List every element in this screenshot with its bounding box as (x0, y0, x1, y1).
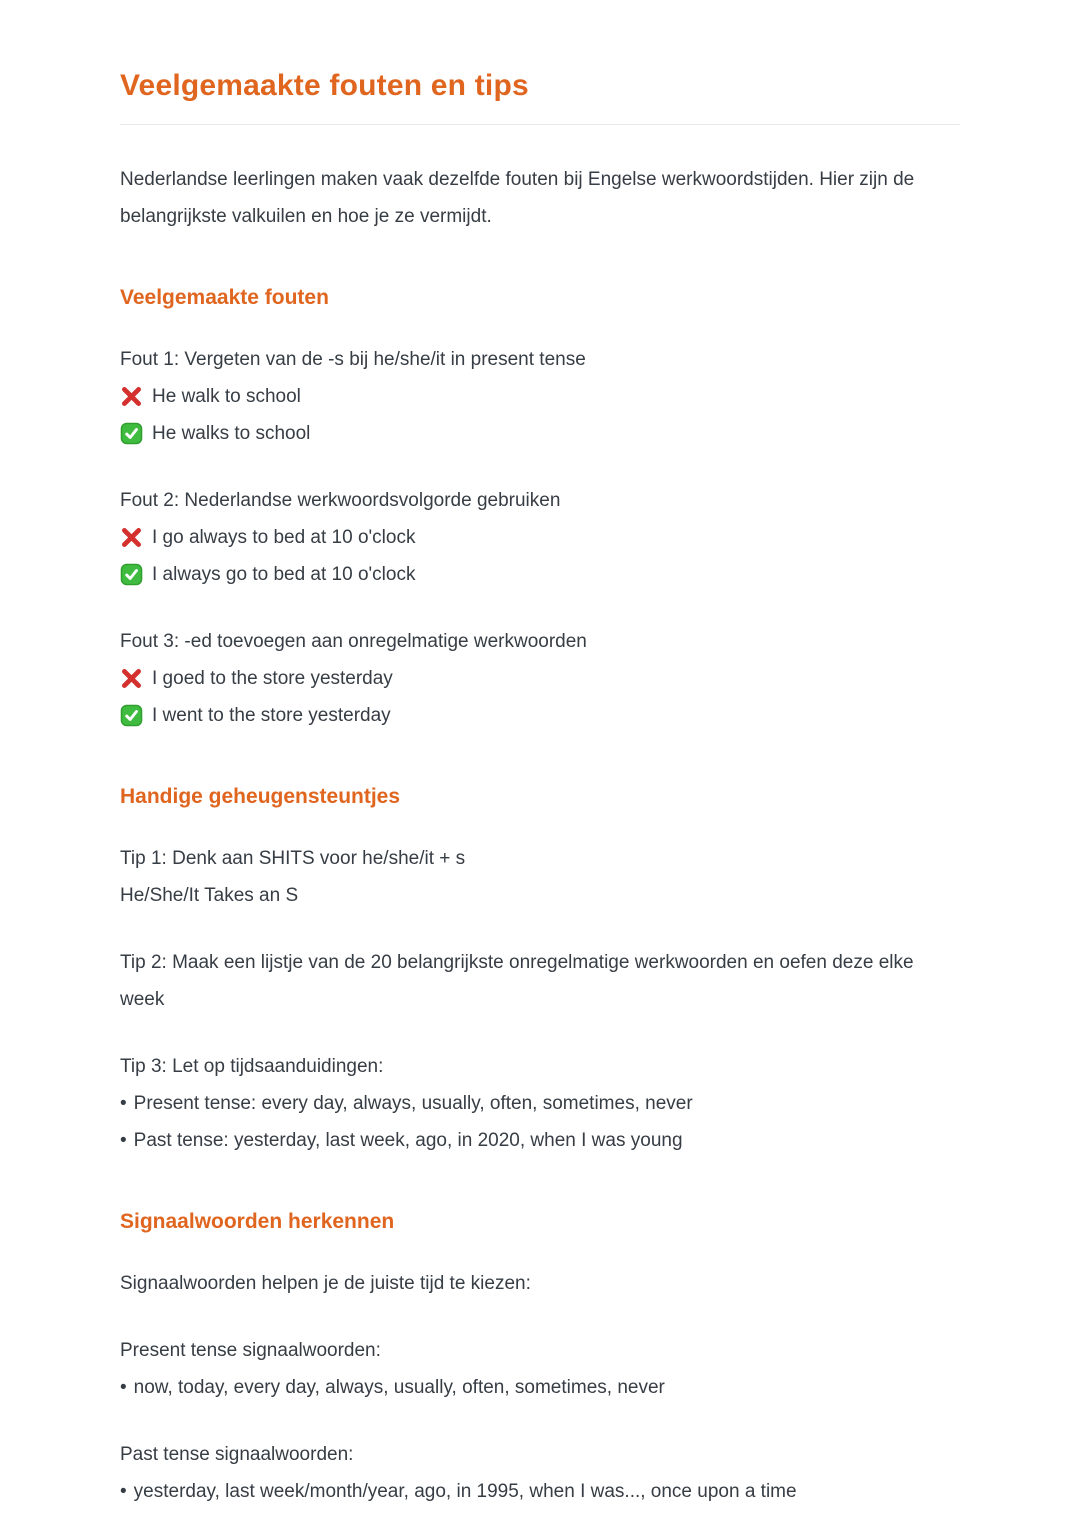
past-signal-title: Past tense signaalwoorden: (120, 1444, 354, 1465)
page-title: Veelgemaakte fouten en tips (120, 68, 960, 125)
cross-mark-icon (120, 385, 143, 408)
right-example-line (120, 556, 960, 593)
tip-1-line-2: He/She/It Takes an S (120, 885, 299, 906)
tip-3-bullet-2 (120, 1122, 960, 1159)
wrong-example-text: I go always to bed at 10 o'clock (152, 527, 416, 548)
mistake-block-1 (120, 341, 960, 452)
intro-paragraph: Nederlandse leerlingen maken vaak dezelfde fouten bij Engelse werkwoordstijden. Hier zijn de belangrijkste valkuilen en hoe je ze vermijdt. (120, 169, 915, 227)
tip-2-paragraph: Tip 2: Maak een lijstje van de 20 belangrijkste onregelmatige werkwoorden en oefen deze elke week (120, 952, 914, 1010)
tip-3-paragraph (120, 1048, 960, 1159)
check-mark-icon (120, 563, 143, 586)
mistake-title: Fout 1: Vergeten van de -s bij he/she/it in present tense (120, 349, 586, 370)
bullet-icon: • (120, 1093, 127, 1114)
wrong-example-line (120, 660, 960, 697)
mistake-title: Fout 3: -ed toevoegen aan onregelmatige werkwoorden (120, 631, 587, 652)
wrong-example-line (120, 378, 960, 415)
right-example-text: I went to the store yesterday (152, 705, 391, 726)
present-signal-bullet (120, 1369, 960, 1406)
section-heading-signal-words: Signaalwoorden herkennen (120, 1210, 395, 1233)
right-example-text: He walks to school (152, 423, 311, 444)
check-mark-icon (120, 704, 143, 727)
present-signal-title: Present tense signaalwoorden: (120, 1340, 381, 1361)
right-example-line (120, 415, 960, 452)
tip-3-bullet-2-text: Past tense: yesterday, last week, ago, in 2020, when I was young (133, 1130, 683, 1151)
past-signal-paragraph (120, 1436, 960, 1510)
wrong-example-text: He walk to school (152, 386, 301, 407)
tip-3-title: Tip 3: Let op tijdsaanduidingen: (120, 1056, 384, 1077)
tip-3-bullet-1-text: Present tense: every day, always, usually, often, sometimes, never (133, 1093, 693, 1114)
tip-1-paragraph (120, 840, 960, 914)
bullet-icon: • (120, 1377, 127, 1398)
check-mark-icon (120, 422, 143, 445)
present-signal-paragraph (120, 1332, 960, 1406)
wrong-example-line (120, 519, 960, 556)
wrong-example-text: I goed to the store yesterday (152, 668, 393, 689)
signal-intro-paragraph: Signaalwoorden helpen je de juiste tijd te kiezen: (120, 1273, 531, 1294)
section-heading-tips: Handige geheugensteuntjes (120, 785, 401, 808)
mistake-title: Fout 2: Nederlandse werkwoordsvolgorde gebruiken (120, 490, 561, 511)
cross-mark-icon (120, 667, 143, 690)
bullet-icon: • (120, 1130, 127, 1151)
past-signal-bullet (120, 1473, 960, 1510)
section-heading-mistakes: Veelgemaakte fouten (120, 286, 329, 309)
mistake-block-2 (120, 482, 960, 593)
mistake-block-3 (120, 623, 960, 734)
present-signal-bullet-text: now, today, every day, always, usually, often, sometimes, never (133, 1377, 665, 1398)
past-signal-bullet-text: yesterday, last week/month/year, ago, in 1995, when I was..., once upon a time (133, 1481, 797, 1502)
cross-mark-icon (120, 526, 143, 549)
bullet-icon: • (120, 1481, 127, 1502)
tip-1-line-1: Tip 1: Denk aan SHITS voor he/she/it + s (120, 848, 466, 869)
right-example-line (120, 697, 960, 734)
right-example-text: I always go to bed at 10 o'clock (152, 564, 416, 585)
tip-3-bullet-1 (120, 1085, 960, 1122)
